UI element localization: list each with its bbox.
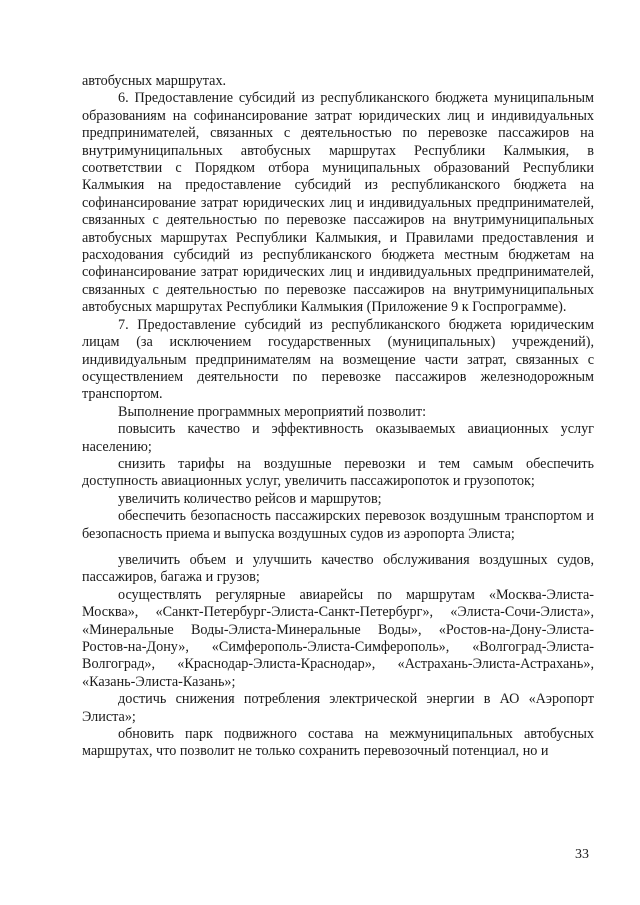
paragraph-item-7: 7. Предоставление субсидий из республиканского бюджета юридическим лицам (за исключением государственных (муниципальных) учреждений), индивидуальным предпринимателям на возмещение части затрат, связанных с осуществлением деятельности по перевозке пассажиров железнодорожным транспортом.	[82, 316, 594, 403]
paragraph-result-7: достичь снижения потребления электрической энергии в АО «Аэропорт Элиста»;	[82, 691, 594, 725]
paragraph-result-2: снизить тарифы на воздушные перевозки и тем самым обеспечить доступность авиационных услуг, увеличить пассажиропоток и грузопоток;	[82, 455, 594, 490]
paragraph-result-5: увеличить объем и улучшить качество обслуживания воздушных судов, пассажиров, багажа и грузов;	[82, 551, 594, 586]
page-body	[82, 73, 594, 761]
paragraph-item-6: 6. Предоставление субсидий из республиканского бюджета муниципальным образованиям на софинансирование затрат юридических лиц и индивидуальных предпринимателей, связанных с деятельностью по перевозке пассажиров на внутримуниципальных автобусных маршрутах Республики Калмыкия, в соответствии с Порядком отбора муниципальных образований Республики Калмыкия на предоставление субсидий из республиканского бюджета на софинансирование затрат юридических лиц и индивидуальных предпринимателей, связанных с деятельностью по перевозке пассажиров на внутримуниципальных автобусных маршрутах Республики Калмыкия, и Правилами предоставления и расходования субсидий из республиканского бюджета местным бюджетам на софинансирование затрат юридических лиц и индивидуальных предпринимателей, связанных с деятельностью по перевозке пассажиров на внутримуниципальных автобусных маршрутах Республики Калмыкия (Приложение 9 к Госпрограмме).	[82, 90, 594, 316]
paragraph-result-6: осуществлять регулярные авиарейсы по маршрутам «Москва-Элиста-Москва», «Санкт-Петербург-Элиста-Санкт-Петербург», «Элиста-Сочи-Элиста», «Минеральные Воды-Элиста-Минеральные Воды», «Ростов-на-Дону-Элиста-Ростов-на-Дону», «Симферополь-Элиста-Симферополь», «Волгоград-Элиста-Волгоград», «Краснодар-Элиста-Краснодар», «Астрахань-Элиста-Астрахань», «Казань-Элиста-Казань»;	[82, 586, 594, 690]
paragraph-result-4: обеспечить безопасность пассажирских перевозок воздушным транспортом и безопасность приема и выпуска воздушных судов из аэропорта Элиста;	[82, 508, 594, 542]
paragraph-result-1: повысить качество и эффективность оказываемых авиационных услуг населению;	[82, 421, 594, 455]
paragraph-result-8: обновить парк подвижного состава на межмуниципальных автобусных маршрутах, что позволит не только сохранить перевозочный потенциал, но и	[82, 726, 594, 760]
paragraph-result-3: увеличить количество рейсов и маршрутов;	[118, 490, 382, 507]
paragraph-continuation: автобусных маршрутах.	[82, 73, 227, 89]
paragraph-intro: Выполнение программных мероприятий позволит:	[118, 403, 427, 420]
page-number: 33	[575, 847, 589, 862]
